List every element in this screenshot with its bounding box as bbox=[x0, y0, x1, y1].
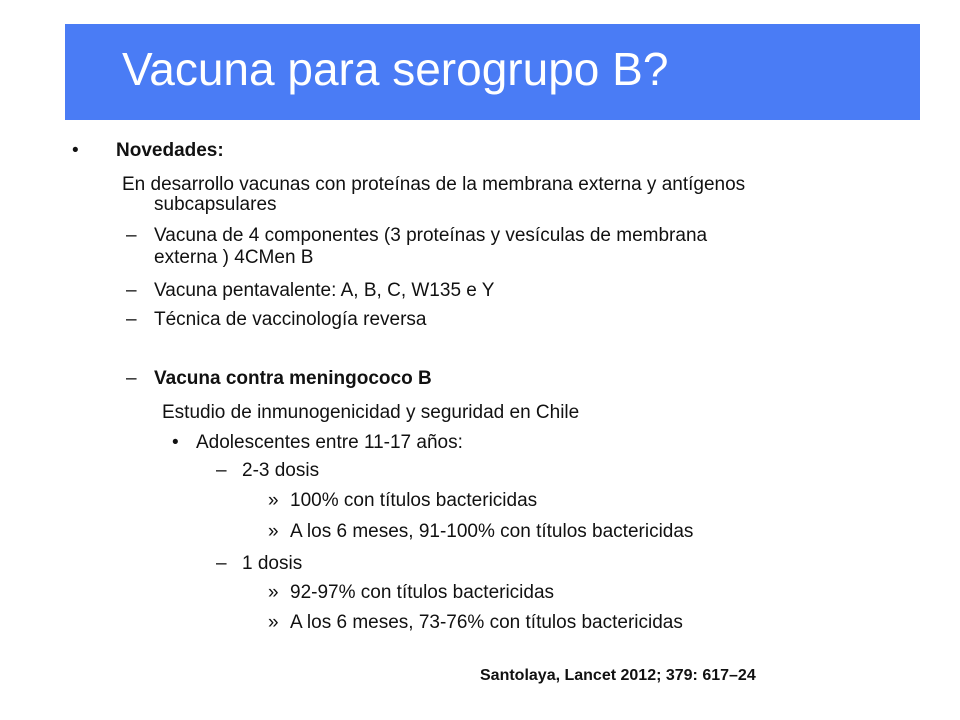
item-4cmenb-line-2: externa ) 4CMen B bbox=[154, 247, 314, 268]
intro-line-2: subcapsulares bbox=[154, 194, 277, 215]
raquo-marker: » bbox=[268, 490, 279, 511]
dash-marker: – bbox=[126, 225, 137, 246]
dash-marker: – bbox=[216, 553, 227, 574]
item-4cmenb-line-1: Vacuna de 4 componentes (3 proteínas y vesículas de membrana bbox=[154, 225, 708, 246]
item-meningococo-b: Vacuna contra meningococo B bbox=[154, 368, 432, 389]
intro-line-1: En desarrollo vacunas con proteínas de la membrana externa y antígenos bbox=[122, 174, 746, 195]
raquo-marker: » bbox=[268, 612, 279, 633]
heading-novedades: Novedades: bbox=[116, 140, 224, 161]
dose-2-3-result-1: 100% con títulos bactericidas bbox=[290, 490, 538, 511]
dose-1: 1 dosis bbox=[242, 553, 303, 574]
dash-marker: – bbox=[126, 368, 137, 389]
citation: Santolaya, Lancet 2012; 379: 617–24 bbox=[480, 667, 756, 684]
dash-marker: – bbox=[126, 309, 137, 330]
dose-2-3-result-2: A los 6 meses, 91-100% con títulos bactericidas bbox=[290, 521, 694, 542]
item-vaccinologia: Técnica de vaccinología reversa bbox=[154, 309, 427, 330]
dose-1-result-1: 92-97% con títulos bactericidas bbox=[290, 582, 555, 603]
raquo-marker: » bbox=[268, 521, 279, 542]
bullet-marker: • bbox=[172, 432, 179, 453]
study-line: Estudio de inmunogenicidad y seguridad en Chile bbox=[162, 402, 580, 423]
slide-title: Vacuna para serogrupo B? bbox=[122, 43, 669, 95]
raquo-marker: » bbox=[268, 582, 279, 603]
item-pentavalente: Vacuna pentavalente: A, B, C, W135 e Y bbox=[154, 280, 495, 301]
dose-1-result-2: A los 6 meses, 73-76% con títulos bactericidas bbox=[290, 612, 683, 633]
group-adolescentes: Adolescentes entre 11-17 años: bbox=[196, 432, 463, 453]
dose-2-3: 2-3 dosis bbox=[242, 460, 320, 481]
bullet-marker: • bbox=[72, 140, 79, 161]
dash-marker: – bbox=[216, 460, 227, 481]
dash-marker: – bbox=[126, 280, 137, 301]
